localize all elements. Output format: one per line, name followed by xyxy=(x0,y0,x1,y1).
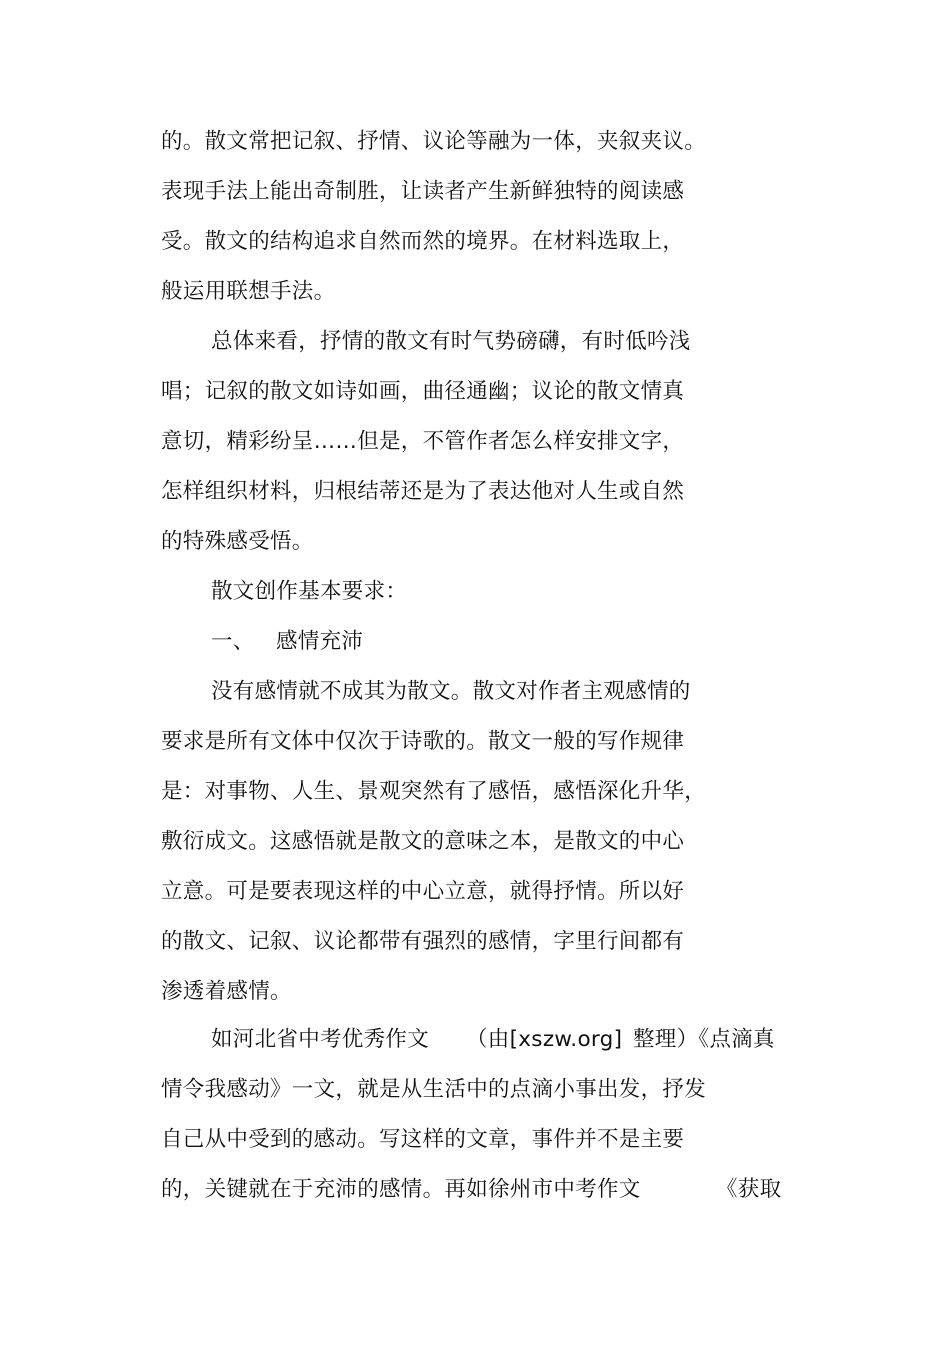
paragraph-line: 没有感情就不成其为散文。散文对作者主观感情的 xyxy=(211,679,691,704)
list-item-number: 一、 xyxy=(211,629,255,654)
paragraph-line: 自己从中受到的感动。写这样的文章，事件并不是主要 xyxy=(161,1127,685,1152)
paragraph-line: 的，关键就在于充沛的感情。再如徐州市中考作文 xyxy=(161,1177,641,1202)
paragraph-line: 要求是所有文体中仅次于诗歌的。散文一般的写作规律 xyxy=(161,729,685,754)
paragraph-line: 《获取 xyxy=(716,1177,782,1202)
paragraph-line: 渗透着感情。 xyxy=(161,979,292,1004)
section-heading: 散文创作基本要求： xyxy=(211,579,408,604)
paragraph-line: 受。散文的结构追求自然而然的境界。在材料选取上， xyxy=(161,229,685,254)
list-item-title: 感情充沛 xyxy=(276,629,364,654)
paragraph-line: 情令我感动》一文，就是从生活中的点滴小事出发，抒发 xyxy=(161,1077,707,1102)
paragraph-line: 如河北省中考优秀作文 xyxy=(211,1027,430,1052)
paragraph-line: 怎样组织材料，归根结蒂还是为了表达他对人生或自然 xyxy=(161,479,685,504)
paragraph-line: 的散文、记叙、议论都带有强烈的感情，字里行间都有 xyxy=(161,929,685,954)
paragraph-line: 敷衍成文。这感悟就是散文的意味之本，是散文的中心 xyxy=(161,829,685,854)
paragraph-line: 般运用联想手法。 xyxy=(161,279,336,304)
paragraph-line: 的特殊感受悟。 xyxy=(161,529,314,554)
paragraph-line: 唱；记叙的散文如诗如画，曲径通幽；议论的散文情真 xyxy=(161,379,685,404)
paragraph-line: 是：对事物、人生、景观突然有了感悟，感悟深化升华， xyxy=(161,779,707,804)
paragraph-line: 的。散文常把记叙、抒情、议论等融为一体，夹叙夹议。 xyxy=(161,129,707,154)
paragraph-line: 表现手法上能出奇制胜，让读者产生新鲜独特的阅读感 xyxy=(161,179,685,204)
paragraph-line: 整理）《点滴真 xyxy=(633,1027,775,1052)
paragraph-line: 立意。可是要表现这样的中心立意，就得抒情。所以好 xyxy=(161,879,685,904)
source-note: （由[xszw.org] xyxy=(466,1027,623,1052)
paragraph-line: 总体来看，抒情的散文有时气势磅礴，有时低吟浅 xyxy=(211,329,691,354)
paragraph-line: 意切，精彩纷呈……但是，不管作者怎么样安排文字， xyxy=(161,429,685,454)
